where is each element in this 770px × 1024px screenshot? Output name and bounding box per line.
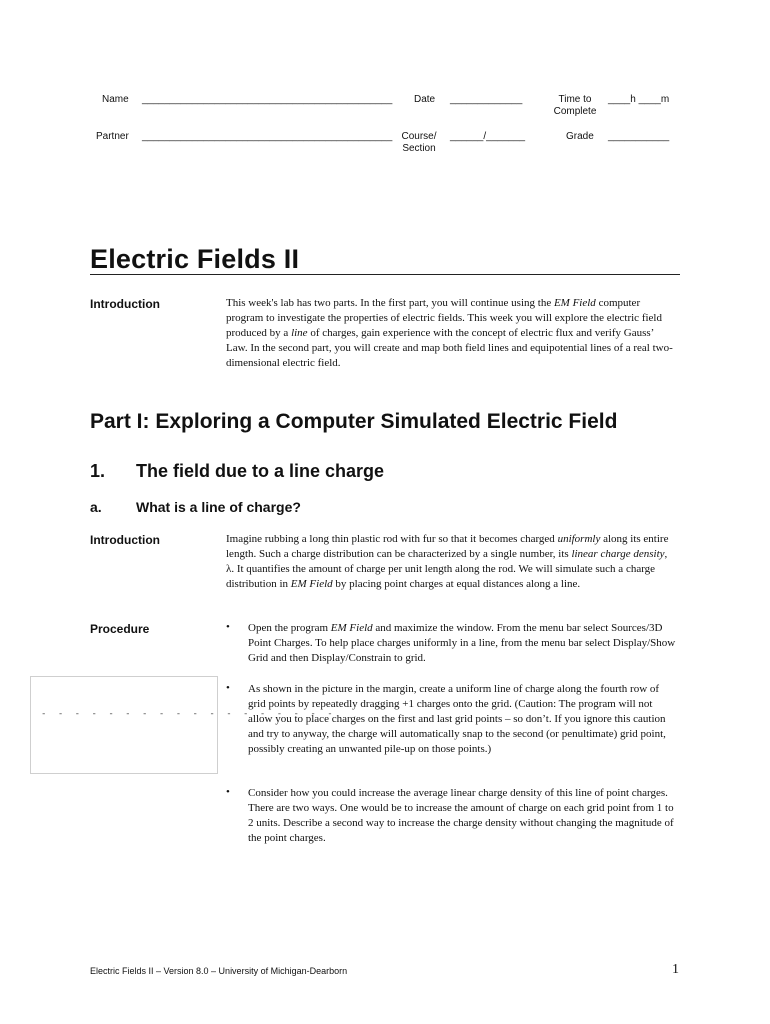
subsection-intro-label: Introduction bbox=[90, 533, 160, 547]
intro-text-3: of charges, gain experience with the concept of electric flux and verify Gauss’ Law. In the second part, you will create and map both field lines and equipotential lines of a real two-dimensional electric field. bbox=[226, 327, 673, 369]
document-title: Electric Fields II bbox=[90, 244, 300, 274]
subsection-intro-paragraph bbox=[226, 532, 676, 592]
bullet-3-text: Consider how you could increase the average linear charge density of this line of point charges. There are two ways. One would be to increase the amount of charge on each grid point from 1 to 2 units. Describe a second way to increase the charge density without changing the magnitude of the point charges. bbox=[248, 787, 674, 844]
charge-line-dots: - - - - - - - - - - - - - - - - - - bbox=[41, 709, 336, 719]
intro-paragraph bbox=[226, 296, 676, 371]
time-line: ____h ____m bbox=[608, 94, 670, 105]
page-number: 1 bbox=[672, 962, 679, 977]
sub-intro-text-4: by placing point charges at equal distances along a line. bbox=[332, 578, 581, 590]
bullet-2-text: As shown in the picture in the margin, create a uniform line of charge along the fourth row of grid points by repeatedly dragging +1 charges onto the grid. (Caution: The program will not allow you to place charges on the first and last grid points – so don’t. If you ignore this caution and try to anyway, the charge will automatically snap to the second (or penultimate) grid point, possibly creating an unwanted pile-up on those points.) bbox=[248, 683, 666, 755]
bullet1-text-2: and maximize the window. From the menu bar select Sources/3D Point Charges. To help place charges uniformly in a line, from the menu bar select Display/Show Grid and then Display/Constrain to grid. bbox=[248, 622, 676, 664]
bullet-1-text bbox=[248, 621, 678, 666]
procedure-label: Procedure bbox=[90, 622, 150, 636]
name-line: _____________________________________________ bbox=[142, 94, 393, 105]
sub-intro-text-1: Imagine rubbing a long thin plastic rod with fur so that it becomes charged bbox=[226, 533, 558, 545]
grade-line: ___________ bbox=[608, 131, 670, 142]
section-title: The field due to a line charge bbox=[136, 461, 385, 481]
subsection-number: a. bbox=[90, 499, 102, 515]
course-label-line2: Section bbox=[402, 143, 436, 154]
date-line: _____________ bbox=[450, 94, 523, 105]
course-label bbox=[392, 131, 446, 155]
sub-intro-emphasis-uniformly: uniformly bbox=[557, 533, 601, 545]
time-label-line1: Time to bbox=[558, 94, 592, 105]
bullet1-emphasis-emfield: EM Field bbox=[330, 622, 373, 634]
title-rule bbox=[90, 274, 680, 275]
footer-text: Electric Fields II – Version 8.0 – University of Michigan-Dearborn bbox=[90, 966, 348, 976]
bullet-1-marker: • bbox=[226, 621, 230, 633]
intro-emphasis-emfield: EM Field bbox=[553, 297, 596, 309]
intro-emphasis-line: line bbox=[291, 327, 308, 339]
sub-intro-text-2: along its entire length. Such a charge distribution can be characterized by a single number, its bbox=[226, 533, 669, 560]
time-label-line2: Complete bbox=[553, 106, 597, 117]
subsection-title: What is a line of charge? bbox=[136, 499, 301, 515]
part1-heading: Part I: Exploring a Computer Simulated Electric Field bbox=[90, 410, 618, 433]
bullet-2-marker: • bbox=[226, 682, 230, 694]
intro-text-2: computer program to investigate the properties of electric fields. This week you will explore the electric field produced by a bbox=[226, 297, 662, 339]
grade-label: Grade bbox=[566, 131, 594, 142]
margin-figure-grid bbox=[30, 676, 336, 774]
intro-text-1: This week's lab has two parts. In the first part, you will continue using the bbox=[226, 297, 554, 309]
partner-line: _____________________________________________ bbox=[142, 131, 393, 142]
date-label: Date bbox=[414, 94, 436, 105]
course-line: ______/_______ bbox=[450, 131, 526, 142]
bullet1-text-1: Open the program bbox=[248, 622, 331, 634]
name-label: Name bbox=[102, 94, 129, 105]
section-number: 1. bbox=[90, 461, 106, 481]
partner-label: Partner bbox=[96, 131, 129, 142]
sub-intro-text-3: , λ. It quantifies the amount of charge per unit length along the rod. We will simulate such a charge distribution in bbox=[226, 548, 668, 590]
intro-label: Introduction bbox=[90, 297, 160, 311]
sub-intro-emphasis-emfield: EM Field bbox=[290, 578, 333, 590]
time-label bbox=[540, 94, 610, 118]
bullet-3-marker: • bbox=[226, 786, 230, 798]
sub-intro-emphasis-density: linear charge density bbox=[571, 548, 665, 560]
course-label-line1: Course/ bbox=[401, 131, 437, 142]
